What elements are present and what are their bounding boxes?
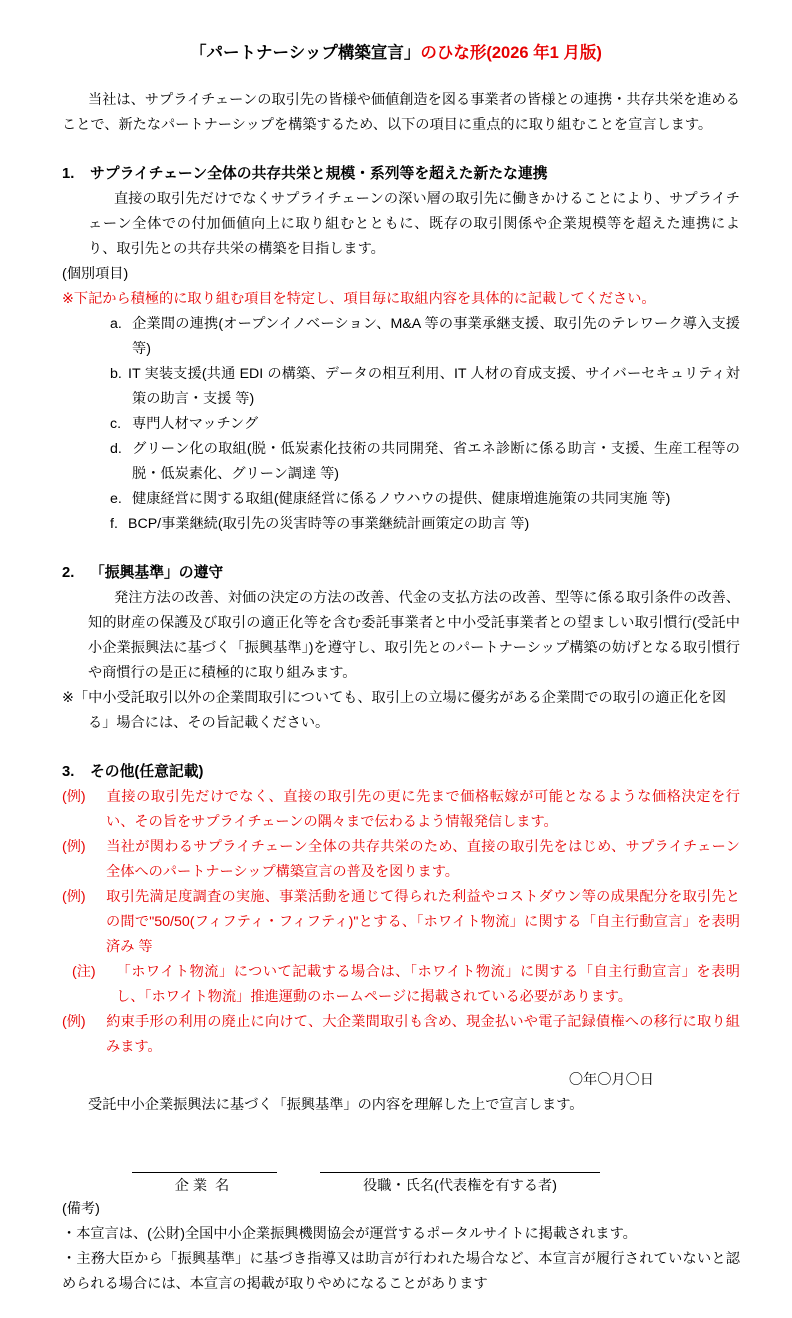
example-text: 取引先満足度調査の実施、事業活動を通じて得られた利益やコストダウン等の成果配分を取引先との間で"50/50(フィフティ・フィフティ)"とする、「ホワイト物流」に関する「自主行動宣言」を表明済み 等	[106, 888, 740, 955]
list-item-marker: b.	[110, 365, 122, 382]
list-item-marker: e.	[110, 490, 122, 507]
signature-officer	[320, 1172, 600, 1197]
note-text: 「ホワイト物流」について記載する場合は、「ホワイト物流」に関する「自主行動宣言」を表明し、「ホワイト物流」推進運動のホームページに掲載されている必要があります。	[116, 963, 740, 1005]
list-item-marker: d.	[110, 440, 122, 457]
section-1-subheading: (個別項目)	[62, 265, 129, 282]
list-item	[110, 412, 740, 437]
list-item-marker: c.	[110, 415, 122, 432]
example-text: 当社が関わるサプライチェーン全体の共存共栄のため、直接の取引先をはじめ、サプライチェーン全体へのパートナーシップ構築宣言の普及を図ります。	[106, 838, 740, 880]
signature-company	[102, 1172, 302, 1197]
section-2-number: 2.	[62, 564, 75, 581]
officer-signature-rule	[320, 1172, 600, 1173]
list-item-text: BCP/事業継続(取引先の災害時等の事業継続計画策定の助言 等)	[128, 515, 530, 532]
section-3-example-4	[62, 1010, 740, 1060]
section-2-heading-text: 「振興基準」の遵守	[90, 564, 224, 581]
section-2-body: 発注方法の改善、対価の決定の方法の改善、代金の支払方法の改善、型等に係る取引条件の改善、知的財産の保護及び取引の適正化等を含む委託事業者と中小受託事業者との望ましい取引慣行(受託中小企業振興法に基づく「振興基準」)を遵守し、取引先とのパートナーシップ構築の妨げとなる取引慣行や商慣行の是正に積極的に取り組みます。	[88, 589, 740, 681]
example-tag: (例)	[62, 1013, 86, 1030]
section-3-heading-text: その他(任意記載)	[90, 763, 204, 780]
list-item	[110, 312, 740, 362]
section-3-number: 3.	[62, 763, 75, 780]
example-tag: (例)	[62, 838, 86, 855]
list-item-text: 企業間の連携(オープンイノベーション、M&A 等の事業承継支援、取引先のテレワーク導入支援 等)	[132, 315, 740, 357]
section-2-note: ※「中小受託取引以外の企業間取引についても、取引上の立場に優劣がある企業間での取引の適正化を図る」場合には、その旨記載ください。	[62, 689, 727, 731]
list-item-text: グリーン化の取組(脱・低炭素化技術の共同開発、省エネ診断に係る助言・支援、生産工程等の脱・低炭素化、グリーン調達 等)	[132, 440, 740, 482]
section-1-body: 直接の取引先だけでなくサプライチェーンの深い層の取引先に働きかけることにより、サプライチェーン全体での付加価値向上に取り組むとともに、既存の取引関係や企業規模等を超えた連携により、取引先との共存共栄の構築を目指します。	[88, 190, 740, 257]
list-item	[110, 437, 740, 487]
company-signature-label: 企 業 名	[174, 1177, 230, 1194]
section-1-heading	[62, 162, 740, 187]
document-body	[0, 64, 792, 1297]
section-2-heading	[62, 561, 740, 586]
declaration-line: 受託中小企業振興法に基づく「振興基準」の内容を理解した上で宣言します。	[88, 1096, 584, 1113]
list-item-text: IT 実装支援(共通 EDI の構築、データの相互利用、IT 人材の育成支援、サイバーセキュリティ対策の助言・支援 等)	[128, 365, 740, 407]
section-1-item-list	[62, 312, 740, 537]
list-item-text: 専門人材マッチング	[132, 415, 259, 432]
page-title	[0, 0, 792, 64]
remarks-heading: (備考)	[62, 1200, 100, 1217]
remark-item: ・主務大臣から「振興基準」に基づき指導又は助言が行われた場合など、本宣言が履行されていないと認められる場合には、本宣言の掲載が取りやめになることがあります	[62, 1250, 740, 1292]
section-3-heading	[62, 760, 740, 785]
section-1-number: 1.	[62, 165, 75, 182]
list-item	[110, 487, 740, 512]
note-tag: (注)	[72, 963, 96, 980]
list-item-text: 健康経営に関する取組(健康経営に係るノウハウの提供、健康増進施策の共同実施 等)	[132, 490, 671, 507]
section-3-example-3	[62, 885, 740, 960]
list-item	[110, 362, 740, 412]
list-item-marker: f.	[110, 515, 118, 532]
intro-paragraph: 当社は、サプライチェーンの取引先の皆様や価値創造を図る事業者の皆様との連携・共存共栄を進めることで、新たなパートナーシップを構築するため、以下の項目に重点的に取り組むことを宣言します。	[62, 91, 740, 133]
example-tag: (例)	[62, 888, 86, 905]
section-1-heading-text: サプライチェーン全体の共存共栄と規模・系列等を超えた新たな連携	[90, 165, 548, 182]
date-line: 〇年〇月〇日	[568, 1071, 654, 1088]
example-text: 約束手形の利用の廃止に向けて、大企業間取引も含め、現金払いや電子記録債権への移行に取り組みます。	[106, 1013, 740, 1055]
section-3-example-1	[62, 785, 740, 835]
page-title-red-part: のひな形(2026 年1 月版)	[420, 44, 602, 62]
page-title-black-part: 「パートナーシップ構築宣言」	[190, 44, 421, 62]
signature-block	[62, 1172, 740, 1197]
section-1-red-note: ※下記から積極的に取り組む項目を特定し、項目毎に取組内容を具体的に記載してください。	[62, 290, 656, 307]
section-3-example-2	[62, 835, 740, 885]
example-text: 直接の取引先だけでなく、直接の取引先の更に先まで価格転嫁が可能となるような価格決定を行い、その旨をサプライチェーンの隅々まで伝わるよう情報発信します。	[106, 788, 740, 830]
example-tag: (例)	[62, 788, 86, 805]
list-item	[110, 512, 740, 537]
officer-signature-label: 役職・氏名(代表権を有する者)	[363, 1177, 557, 1194]
section-3-note	[62, 960, 740, 1010]
remark-item: ・本宣言は、(公財)全国中小企業振興機関協会が運営するポータルサイトに掲載されます。	[62, 1225, 637, 1242]
list-item-marker: a.	[110, 315, 122, 332]
company-signature-rule	[132, 1172, 277, 1173]
